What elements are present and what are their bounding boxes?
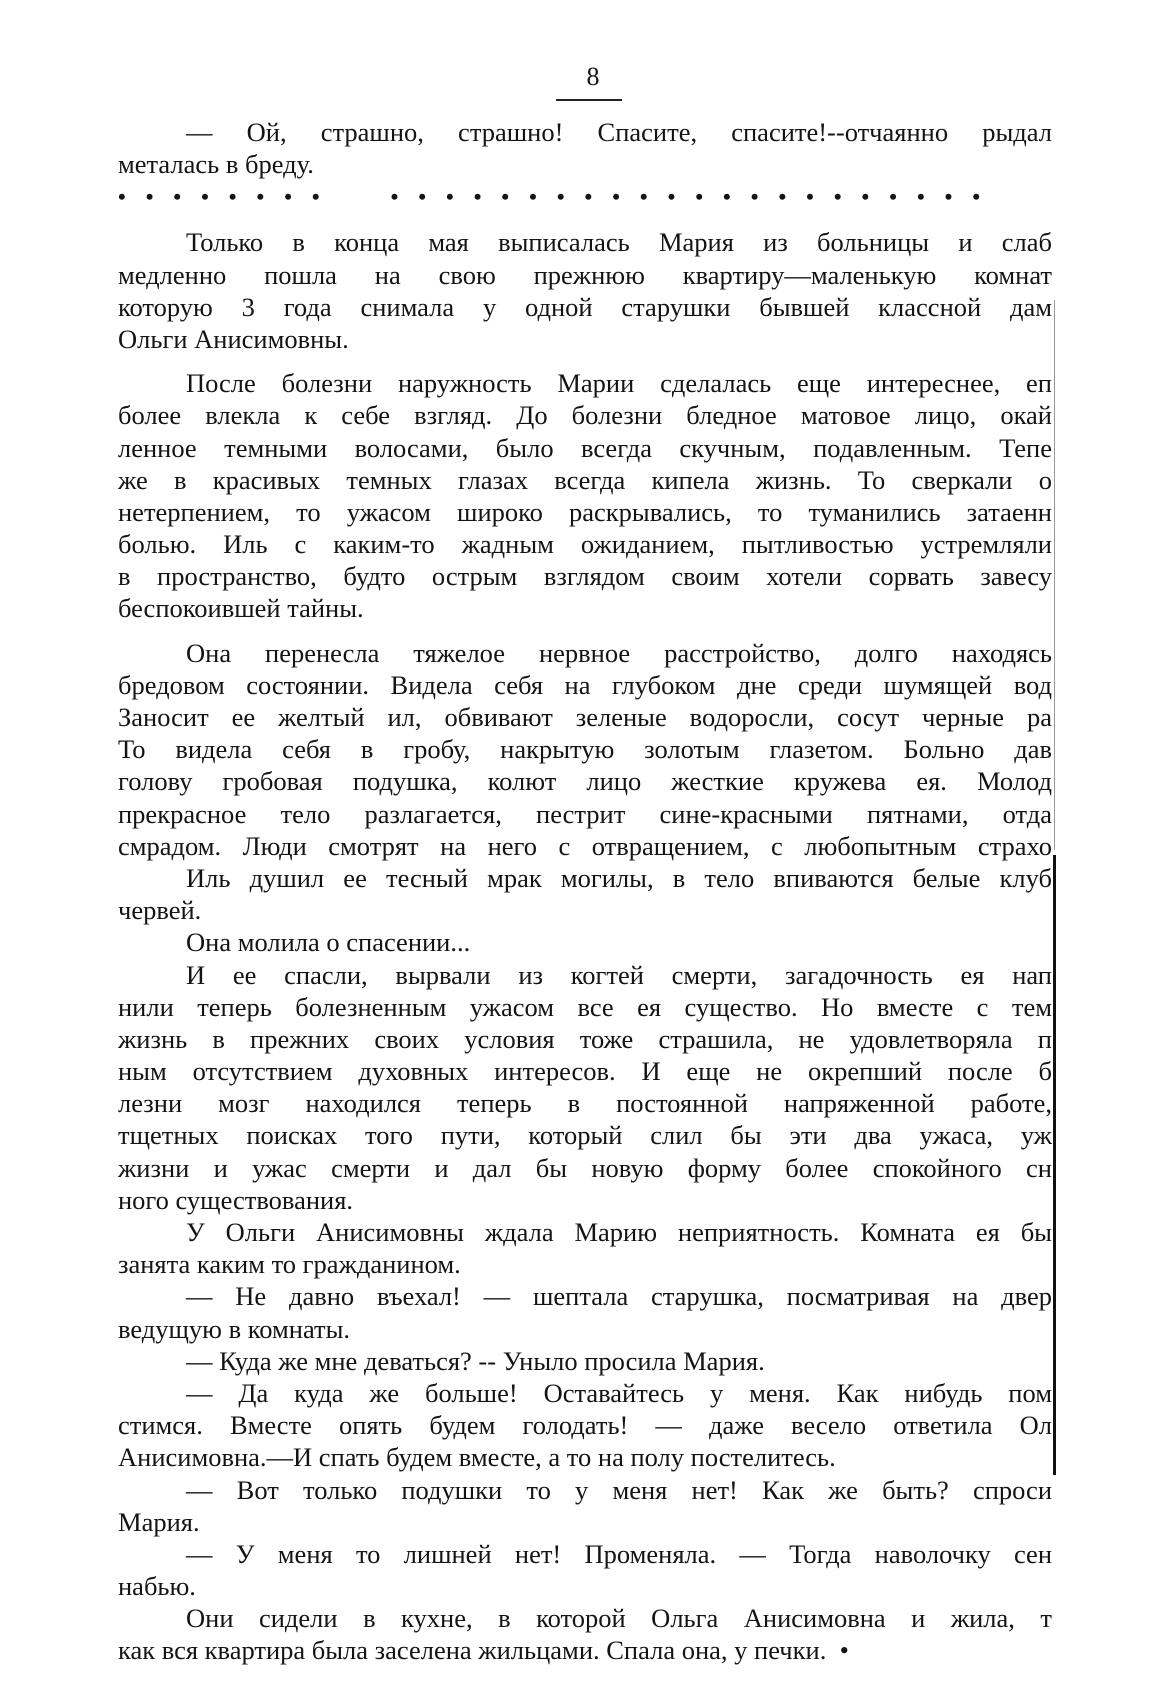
text-line: Заносит ее желтый ил, обвивают зеленые водоросли, сосут черные ра bbox=[118, 702, 1052, 732]
text-line: как вся квартира была заселена жильцами. Спала она, у печки. • bbox=[118, 1635, 849, 1666]
right-margin-faint-rule bbox=[1054, 300, 1055, 850]
text-line: Она молила о спасении... bbox=[186, 927, 471, 958]
text-line: То видела себя в гробу, накрытую золотым глазетом. Больно дав bbox=[118, 734, 1052, 765]
text-line: Они сидели в кухне, в которой Ольга Анисимовна и жила, т bbox=[186, 1603, 1052, 1634]
text-line: ведущую в комнаты. bbox=[118, 1313, 351, 1344]
text-line: Иль душил ее тесный мрак могилы, в тело впиваются белые клуб bbox=[186, 862, 1052, 893]
text-line: металась в бреду. bbox=[118, 149, 314, 180]
text-line: Мария. bbox=[118, 1506, 200, 1537]
text-line: ного существования. bbox=[118, 1184, 354, 1215]
page-number: 8 bbox=[586, 62, 600, 91]
right-margin-rule bbox=[1053, 855, 1056, 1475]
text-line: в пространство, будто острым взглядом своим хотели сорвать завесу bbox=[118, 561, 1052, 592]
text-line: — Не давно въехал! — шептала старушка, посматривая на двер bbox=[186, 1281, 1052, 1312]
text-line: медленно пошла на свою прежнюю квартиру—маленькую комнат bbox=[118, 259, 1052, 290]
text-line: более влекла к себе взгляд. До болезни бледное матовое лицо, окай bbox=[118, 400, 1052, 431]
text-line: Она перенесла тяжелое нервное расстройство, долго находясь bbox=[186, 637, 1052, 668]
text-line: червей. bbox=[118, 895, 202, 926]
text-line: — Да куда же больше! Оставайтесь у меня. Как нибудь пом bbox=[186, 1377, 1052, 1408]
text-line: — Ой, страшно, страшно! Спасите, спасите!--отчаянно рыдал bbox=[186, 117, 1052, 147]
text-line: — Куда же мне деваться? -- Уныло просила Мария. bbox=[186, 1345, 765, 1376]
text-line: жизнь в прежних своих условия тоже страшила, не удовлетворяла п bbox=[118, 1023, 1052, 1054]
text-line: После болезни наружность Марии сделалась еще интереснее, еп bbox=[186, 368, 1052, 399]
text-line: Только в конца мая выписалась Мария из больницы и слаб bbox=[186, 227, 1052, 258]
text-line: прекрасное тело разлагается, пестрит сине-красными пятнами, отда bbox=[118, 798, 1052, 829]
text-line: которую 3 года снимала у одной старушки бывшей классной дам bbox=[118, 291, 1052, 322]
page-number-underline bbox=[556, 99, 622, 101]
text-line: ленное темными волосами, было всегда скучным, подавленным. Тепе bbox=[118, 432, 1052, 463]
ellipsis-separator: • • • • • • • • • • • • • • • • • • • • • • • • • • • • • • bbox=[118, 184, 984, 210]
text-line: лезни мозг находился теперь в постоянной напряженной работе, bbox=[118, 1088, 1052, 1119]
text-line: нили теперь болезненным ужасом все ея существо. Но вместе с тем bbox=[118, 991, 1052, 1022]
text-line: беспокоившей тайны. bbox=[118, 593, 364, 624]
text-line: голову гробовая подушка, колют лицо жесткие кружева ея. Молод bbox=[118, 766, 1052, 797]
text-line: жизни и ужас смерти и дал бы новую форму более спокойного сн bbox=[118, 1152, 1052, 1183]
text-line: смрадом. Люди смотрят на него с отвращением, с любопытным страхо bbox=[118, 830, 1052, 861]
body-text bbox=[118, 116, 1052, 1667]
text-line: занята каким то гражданином. bbox=[118, 1249, 461, 1280]
text-line: стимся. Вместе опять будем голодать! — даже весело ответила Ол bbox=[118, 1410, 1052, 1441]
text-line: У Ольги Анисимовны ждала Марию неприятность. Комната ея бы bbox=[186, 1217, 1052, 1247]
text-line: тщетных поисках того пути, который слил бы эти два ужаса, уж bbox=[118, 1120, 1052, 1151]
text-line: Анисимовна.—И спать будем вместе, а то на полу постелитесь. bbox=[118, 1442, 836, 1473]
text-line: нетерпением, то ужасом широко раскрывались, то туманились затаенн bbox=[118, 496, 1052, 527]
text-line: бредовом состоянии. Видела себя на глубоком дне среди шумящей вод bbox=[118, 669, 1052, 700]
text-line: болью. Иль с каким-то жадным ожиданием, пытливостью устремляли bbox=[118, 529, 1052, 560]
text-line: И ее спасли, вырвали из когтей смерти, загадочность ея нап bbox=[186, 959, 1052, 990]
text-line: — У меня то лишней нет! Променяла. — Тогда наволочку сен bbox=[186, 1538, 1052, 1569]
text-line: Ольги Анисимовны. bbox=[118, 323, 349, 354]
text-line: — Вот только подушки то у меня нет! Как же быть? спроси bbox=[186, 1474, 1052, 1505]
text-line: набью. bbox=[118, 1571, 196, 1602]
text-line: ным отсутствием духовных интересов. И еще не окрепший после б bbox=[118, 1056, 1052, 1087]
text-line: же в красивых темных глазах всегда кипела жизнь. То сверкали о bbox=[118, 464, 1052, 495]
